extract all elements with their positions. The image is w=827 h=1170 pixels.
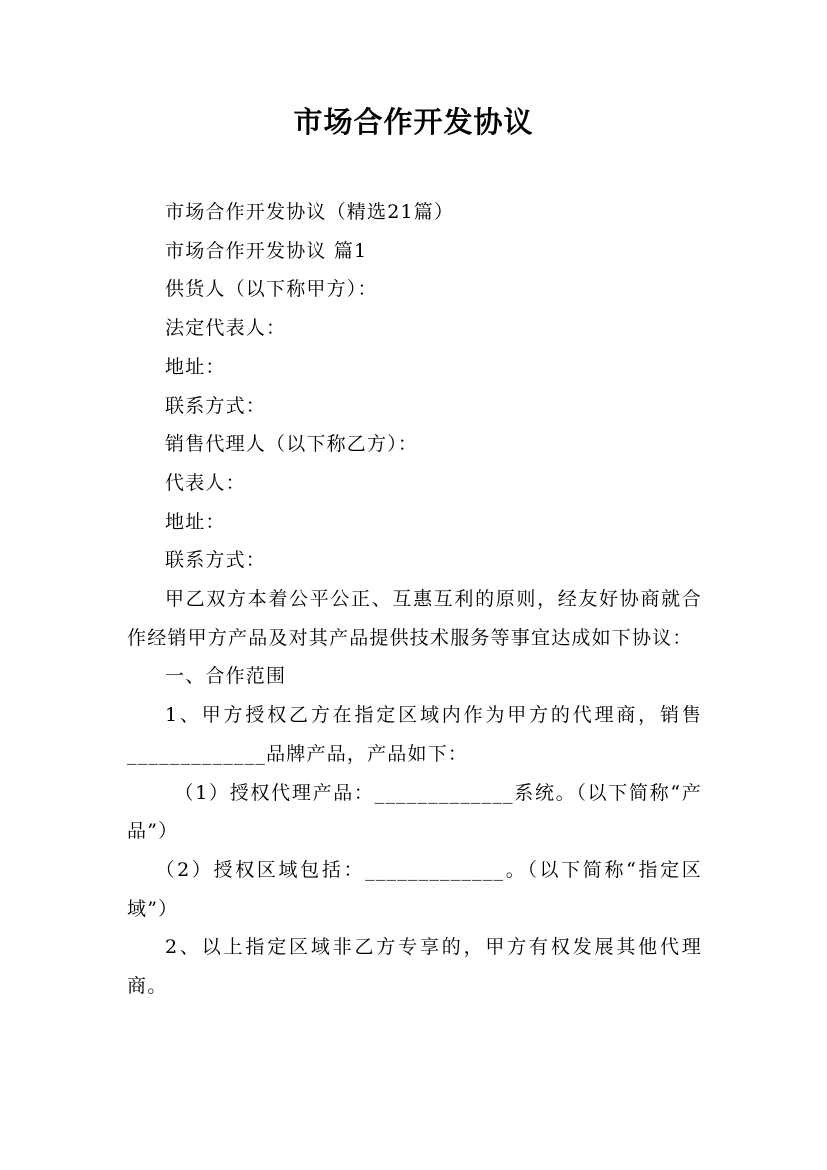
document-title: 市场合作开发协议 [293, 105, 534, 139]
paragraph-clause-1-item-1: （1）授权代理产品：_____________系统。（以下简称“产品”） [127, 781, 702, 843]
paragraph-agent-address: 地址： [165, 510, 226, 533]
paragraph-agent-representative: 代表人： [165, 471, 246, 494]
paragraph-subtitle: 市场合作开发协议（精选21篇） [165, 201, 455, 223]
paragraph-supplier-address: 地址： [165, 355, 226, 378]
paragraph-agent-contact: 联系方式： [165, 549, 267, 572]
paragraph-supplier: 供货人（以下称甲方）： [165, 278, 378, 301]
paragraph-preamble: 甲乙双方本着公平公正、互惠互利的原则，经友好协商就合作经销甲方产品及对其产品提供技术服务等事宜达成如下协议： [127, 588, 702, 649]
paragraph-clause-2: 2、以上指定区域非乙方专享的，甲方有权发展其他代理商。 [127, 936, 702, 998]
paragraph-legal-representative: 法定代表人： [165, 317, 287, 340]
paragraph-supplier-contact: 联系方式： [165, 394, 267, 417]
paragraph-clause-1: 1、甲方授权乙方在指定区域内作为甲方的代理商，销售_____________品牌产品，产品如下： [127, 704, 702, 765]
paragraph-section-heading: 市场合作开发协议 篇1 [165, 239, 368, 262]
paragraph-sales-agent: 销售代理人（以下称乙方）： [165, 433, 419, 456]
paragraph-cooperation-scope-heading: 一、合作范围 [165, 665, 287, 688]
paragraph-clause-1-item-2: （2）授权区域包括：_____________。（以下简称“指定区域”） [127, 858, 702, 920]
document-body [127, 193, 702, 1006]
